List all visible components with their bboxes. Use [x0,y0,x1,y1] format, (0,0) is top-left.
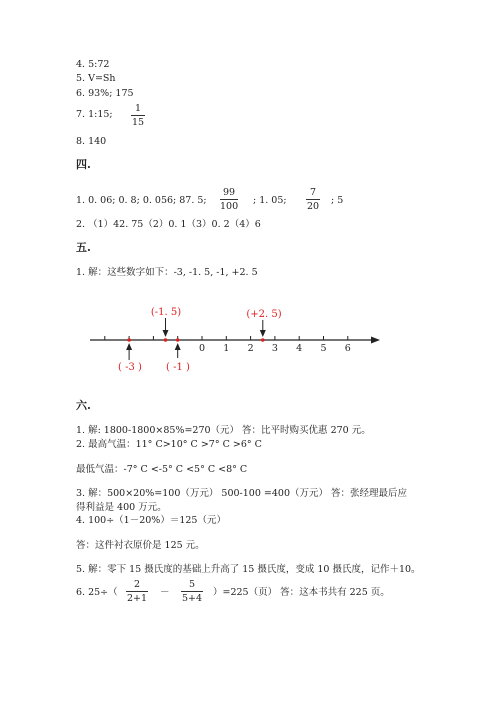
arrowhead-down [260,330,266,337]
answer-6-4: 4. 100÷（1－20%）＝125（元） [76,515,226,526]
fraction-numerator: 99 [220,187,238,200]
fraction-denominator: 5+4 [181,593,203,604]
answer-6-6-part-a: 6. 25÷（ [76,587,118,598]
answer-6-4-conclusion: 答：这件衬衣原价是 125 元。 [76,540,205,551]
label-minus-1: ( -1 ) [166,362,190,373]
section-heading-4: 四. [76,158,91,171]
section-heading-6: 六. [76,399,91,412]
fraction-2-over-2-plus-1 [126,579,148,604]
point-plus-2-5 [261,338,265,342]
answer-4-1-part-c: ; 5 [331,195,344,206]
tick-label-6: 6 [344,343,351,354]
tick-label-1: 1 [223,343,230,354]
label-plus-2-5: (+2. 5) [246,309,282,320]
answer-6-5: 5. 解：零下 15 摄氏度的基础上升高了 15 摄氏度，变成 10 摄氏度，记作＋10。 [76,564,421,575]
point-minus-1 [176,338,180,342]
answer-4-2: 2. （1）42. 75（2）0. 1（3）0. 2（4）6 [76,219,261,230]
fraction-numerator: 5 [181,579,203,592]
answer-6-3-line-b: 得利益是 400 万元。 [76,502,167,513]
answer-6-6-part-b: ）=225（页） 答：这本书共有 225 页。 [213,587,390,598]
answer-4-1-part-a: 1. 0. 06; 0. 8; 0. 056; 87. 5; [76,195,207,206]
fraction-denominator: 100 [220,201,239,212]
answer-line-7: 7. 1:15; [76,109,113,120]
fraction-numerator: 7 [306,187,320,200]
section-heading-5: 五. [76,241,91,254]
answer-5-1: 1. 解：这些数字如下：-3, -1. 5, -1, +2. 5 [76,267,258,278]
arrowhead-down [163,330,169,337]
arrowhead-up [126,343,132,350]
point-minus-3 [127,338,131,342]
label-minus-1-5: (-1. 5) [150,307,182,318]
label-minus-3: ( -3 ) [118,362,142,373]
answer-line-6: 6. 93%; 175 [76,88,134,99]
answer-6-3-line-a: 3. 解：500×20%=100（万元） 500-100 =400（万元） 答：张经理最后应 [76,488,408,499]
fraction-denominator: 2+1 [126,593,148,604]
tick-label-2: 2 [247,343,254,354]
minus-sign: － [160,587,170,598]
tick-label-0: 0 [198,343,206,354]
fraction-numerator: 2 [126,579,148,592]
axis-arrowhead [371,337,380,344]
fraction-denominator: 20 [306,201,320,212]
tick-label-4: 4 [296,343,303,354]
answer-6-1: 1. 解: 1800-1800×85%=270（元） 答：比平时购买优惠 270 元。 [76,425,371,436]
point-minus-1-5 [164,338,168,342]
tick-label-3: 3 [271,343,278,354]
answer-4-1-part-b: ; 1. 05; [253,195,287,206]
answer-line-5: 5. V=Sh [76,73,116,84]
answer-line-8: 8. 140 [76,136,107,147]
tick-label-5: 5 [320,343,327,354]
fraction-numerator: 1 [131,103,145,116]
answer-6-2: 2. 最高气温：11° C>10° C >7° C >6° C [76,439,262,450]
answer-line-4: 4. 5:72 [76,59,110,70]
fraction-5-over-5-plus-4 [181,579,203,604]
fraction-denominator: 15 [131,117,145,128]
arrowhead-up [175,343,181,350]
answer-6-2-low: 最低气温：-7° C <-5° C <5° C <8° C [76,464,248,475]
